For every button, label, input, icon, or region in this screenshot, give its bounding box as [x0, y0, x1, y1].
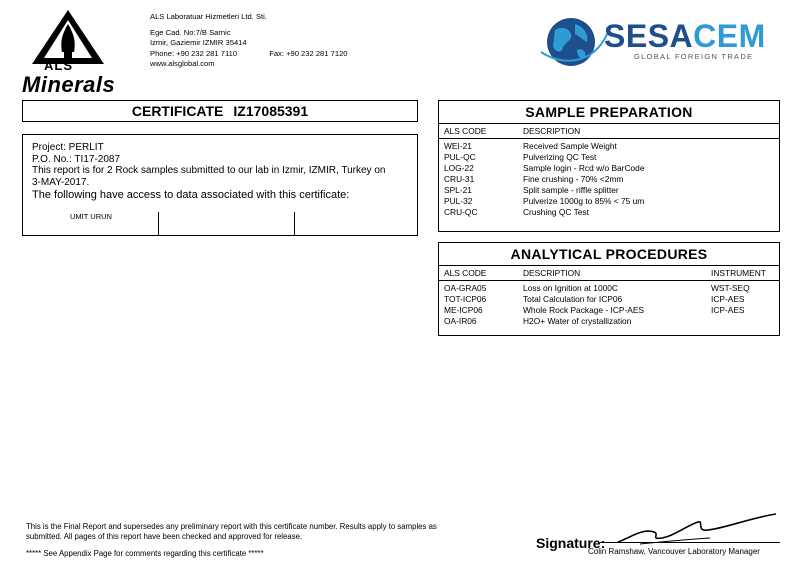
row-code: ME-ICP06 [444, 305, 483, 315]
row-instrument: ICP-AES [711, 305, 745, 315]
table-row [439, 152, 779, 163]
row-description: Crushing QC Test [523, 207, 589, 217]
table-row [439, 174, 779, 185]
report-line-2: 3-MAY-2017. [32, 176, 90, 188]
address-line-2: Izmir, Gaziemir IZMIR 35414 [150, 38, 247, 48]
project-line: Project: PERLIT [32, 142, 104, 153]
row-description: Fine crushing - 70% <2mm [523, 174, 624, 184]
row-code: CRU-31 [444, 174, 475, 184]
sesacem-tagline: GLOBAL FOREIGN TRADE [634, 52, 754, 61]
table-row [439, 207, 779, 218]
sample-preparation-box [438, 100, 780, 232]
access-cell-divider [294, 212, 295, 236]
sample-preparation-title: SAMPLE PREPARATION [439, 101, 779, 124]
lab-name: ALS Laboratuar Hizmetleri Ltd. Sti. [150, 12, 267, 21]
analytical-procedures-table [439, 266, 779, 327]
row-code: PUL-32 [444, 196, 473, 206]
access-line: The following have access to data associated with this certificate: [32, 189, 350, 201]
logo-als-text: ALS [44, 58, 73, 73]
table-row [439, 305, 779, 316]
col-description: DESCRIPTION [523, 126, 581, 136]
sesacem-part2: CEM [693, 18, 766, 54]
table-row [439, 196, 779, 207]
table-header [439, 124, 779, 139]
access-names-row [36, 212, 418, 236]
col-instrument: INSTRUMENT [711, 268, 766, 278]
sample-preparation-table [439, 124, 779, 218]
table-header [439, 266, 779, 281]
footer-line-1: This is the Final Report and supersedes any preliminary report with this certificate number. Results apply to samples as [26, 522, 437, 531]
table-row [439, 185, 779, 196]
report-line-1: This report is for 2 Rock samples submitted to our lab in Izmir, IZMIR, Turkey on [32, 165, 386, 176]
certificate-label: CERTIFICATE [131, 103, 224, 119]
fax: Fax: +90 232 281 7120 [269, 48, 348, 58]
lab-address [150, 12, 348, 69]
logo-minerals-text: Minerals [22, 72, 116, 97]
row-description: Received Sample Weight [523, 141, 617, 151]
signatory-name: Colin Ramshaw, Vancouver Laboratory Manager [588, 547, 760, 556]
sesacem-wordmark [604, 18, 766, 55]
row-code: LOG-22 [444, 163, 474, 173]
analytical-procedures-box [438, 242, 780, 336]
row-description: Pulverize 1000g to 85% < 75 um [523, 196, 645, 206]
address-line-1: Ege Cad. No:7/B Sarnic [150, 28, 231, 38]
table-row [439, 283, 779, 294]
analytical-procedures-title: ANALYTICAL PROCEDURES [439, 243, 779, 266]
row-instrument: WST-SEQ [711, 283, 750, 293]
row-description: Pulverizing QC Test [523, 152, 597, 162]
row-code: OA-IR06 [444, 316, 477, 326]
row-instrument: ICP-AES [711, 294, 745, 304]
sesacem-part1: SESA [604, 18, 694, 54]
access-name-1: UMIT URUN [70, 212, 112, 221]
row-code: SPL-21 [444, 185, 472, 195]
row-code: WEI-21 [444, 141, 472, 151]
table-row [439, 294, 779, 305]
website-link[interactable]: www.alsglobal.com [150, 58, 215, 68]
certificate-title-box [22, 100, 418, 122]
row-description: Whole Rock Package - ICP-AES [523, 305, 645, 315]
certificate-number: IZ17085391 [233, 103, 309, 119]
row-description: Total Calculation for ICP06 [523, 294, 623, 304]
row-description: Loss on Ignition at 1000C [523, 283, 618, 293]
footer-disclaimer [26, 522, 506, 542]
row-code: OA-GRA05 [444, 283, 487, 293]
row-description: Sample login - Rcd w/o BarCode [523, 163, 645, 173]
col-als-code: ALS CODE [444, 268, 487, 278]
po-line: P.O. No.: TI17-2087 [32, 153, 121, 165]
footer-line-2: submitted. All pages of this report have been checked and approved for release. [26, 532, 303, 541]
signature-line [600, 542, 780, 543]
table-row [439, 163, 779, 174]
phone: Phone: +90 232 281 7110 [150, 48, 238, 58]
access-cell-divider [158, 212, 159, 236]
col-als-code: ALS CODE [444, 126, 487, 136]
row-code: TOT-ICP06 [444, 294, 487, 304]
table-row [439, 141, 779, 152]
row-description: Split sample - riffle splitter [523, 185, 619, 195]
row-description: H2O+ Water of crystallization [523, 316, 632, 326]
signature-label: Signature: [536, 535, 606, 551]
col-description: DESCRIPTION [523, 268, 581, 278]
appendix-note: ***** See Appendix Page for comments regarding this certificate ***** [26, 549, 264, 558]
table-row [439, 316, 779, 327]
row-code: CRU-QC [444, 207, 478, 217]
row-code: PUL-QC [444, 152, 476, 162]
